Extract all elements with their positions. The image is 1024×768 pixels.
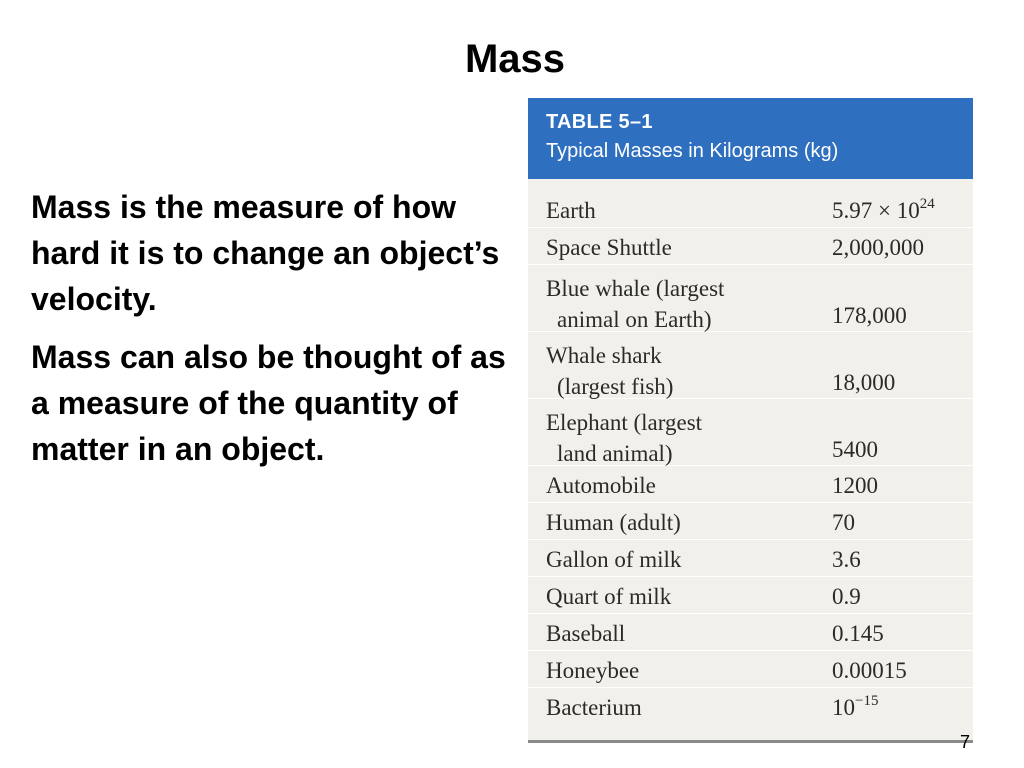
row-value: 18,000 (832, 370, 896, 395)
row-value: $5.97 \times 10^{24}$ (832, 196, 935, 223)
body-paragraph-definition: Mass is the measure of how hard it is to change an object’s velocity. (31, 189, 500, 317)
table-row (528, 187, 973, 228)
table-row (528, 332, 973, 399)
table-body (528, 179, 973, 724)
row-value: 2,000,000 (832, 235, 924, 260)
table-row (528, 577, 973, 614)
table-header (528, 98, 973, 179)
body-paragraph-quantity: Mass can also be thought of as a measure of the quantity of matter in an object. (31, 339, 506, 467)
row-value: $10^{-15}$ (832, 693, 879, 720)
row-value: 3.6 (832, 547, 861, 572)
table-row (528, 651, 973, 688)
row-name: Blue whale (largest animal on Earth) (546, 276, 725, 332)
row-value: 5400 (832, 437, 878, 462)
table-row (528, 688, 973, 724)
table-row (528, 265, 973, 332)
table-row (528, 540, 973, 577)
exponent: 24 (919, 196, 935, 212)
row-name: Bacterium (546, 695, 642, 720)
slide-body (31, 184, 511, 484)
row-value: 178,000 (832, 303, 907, 328)
row-name: Human (adult) (546, 510, 681, 535)
row-value: 1200 (832, 473, 878, 498)
slide-title: Mass (464, 37, 566, 81)
row-name: Automobile (546, 473, 656, 498)
row-value: 0.145 (832, 621, 884, 646)
row-name: Gallon of milk (546, 547, 682, 572)
row-name: Honeybee (546, 658, 640, 683)
table-row (528, 614, 973, 651)
row-name: Baseball (546, 621, 626, 646)
row-name: Space Shuttle (546, 235, 672, 260)
table-number: TABLE 5–1 (546, 111, 653, 133)
mass-table (528, 98, 973, 743)
table-row (528, 503, 973, 540)
table-row (528, 399, 973, 466)
row-name: Whale shark (largest fish) (546, 343, 674, 399)
table-row (528, 466, 973, 503)
page-number: 7 (959, 732, 970, 752)
row-value: 0.9 (832, 584, 861, 609)
row-name: Earth (546, 198, 596, 223)
row-value: 70 (832, 510, 855, 535)
row-value: 0.00015 (832, 658, 907, 683)
table-row (528, 228, 973, 265)
row-name: Quart of milk (546, 584, 672, 609)
exponent: −15 (855, 693, 879, 709)
row-name: Elephant (largest land animal) (546, 410, 703, 466)
table-caption: Typical Masses in Kilograms (kg) (546, 140, 839, 162)
